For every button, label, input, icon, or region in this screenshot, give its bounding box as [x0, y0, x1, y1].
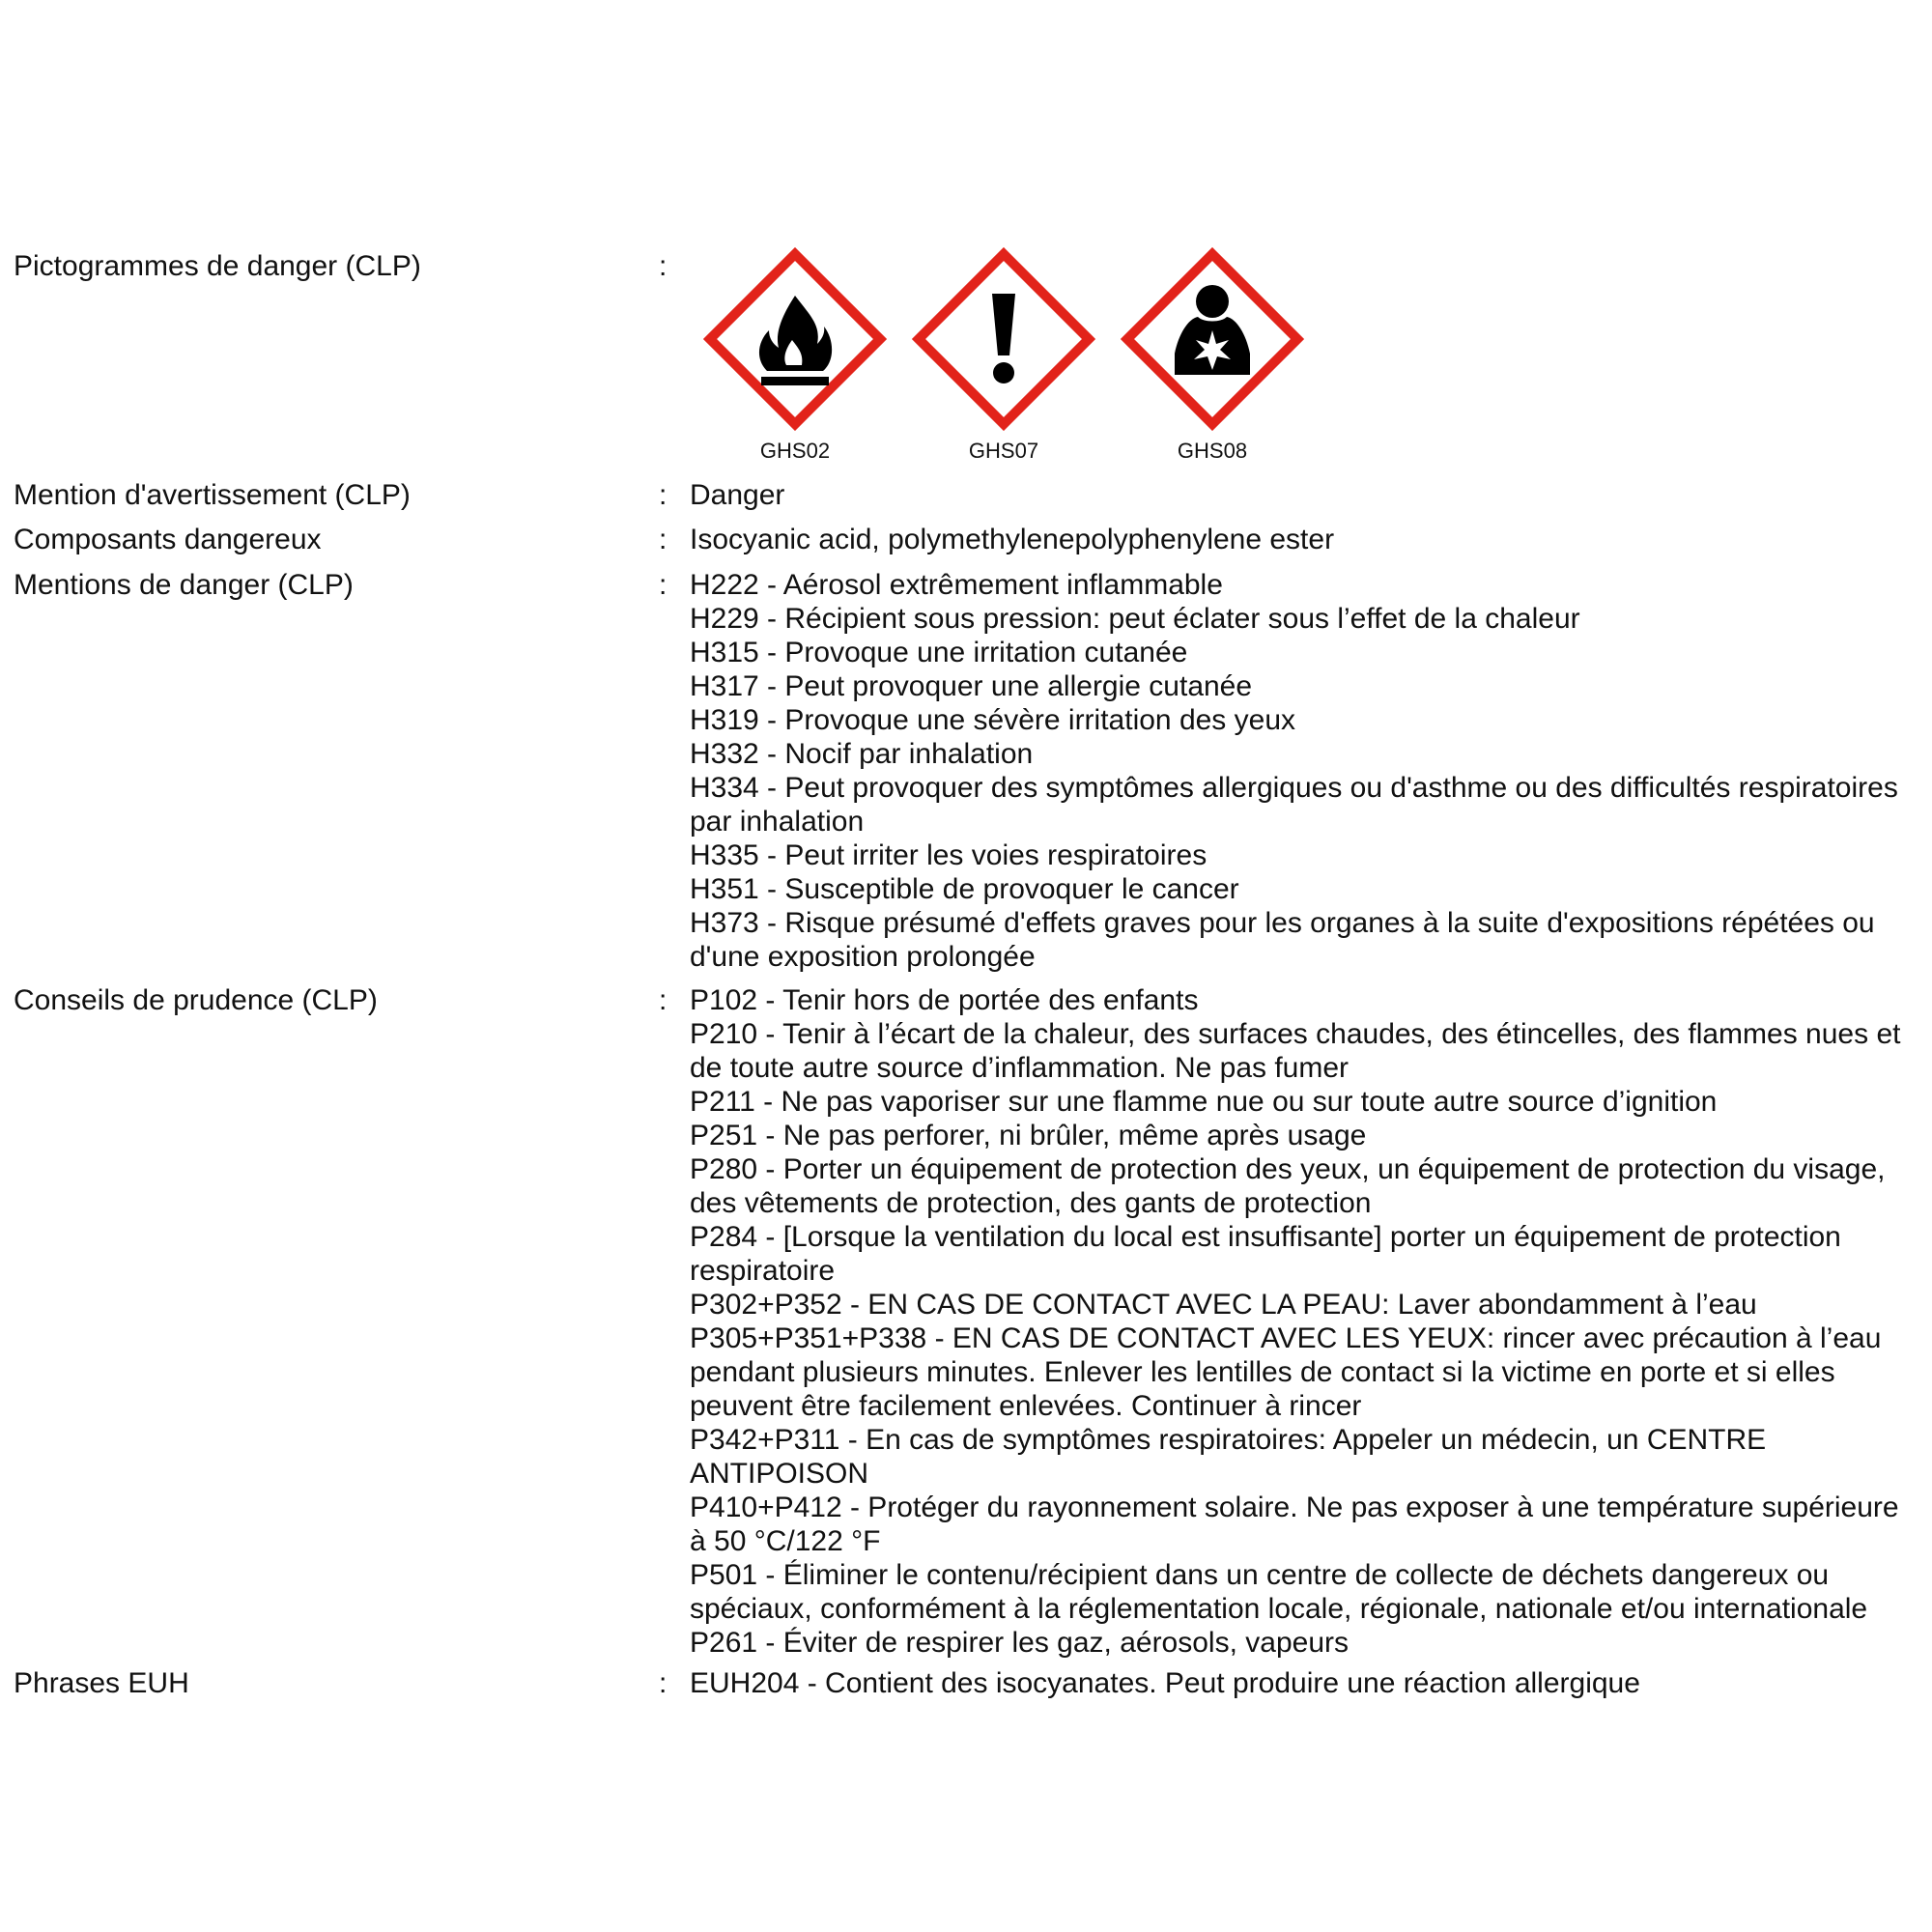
- precautionary-statement: P251 - Ne pas perforer, ni brûler, même après usage: [690, 1120, 1367, 1151]
- euh-phrases-label: Phrases EUH: [14, 1667, 189, 1699]
- precautionary-statement: P342+P311 - En cas de symptômes respiratoires: Appeler un médecin, un CENTRE ANTIPOISON: [690, 1424, 1767, 1490]
- precautionary-statement: P305+P351+P338 - EN CAS DE CONTACT AVEC LES YEUX: rincer avec précaution à l’eau pendant plusieurs minutes. Enlever les lentilles de contact si la victime en porte et si elles peuvent être facilement enlevées. Continuer à rincer: [690, 1322, 1882, 1422]
- hazard-statement: H332 - Nocif par inhalation: [690, 738, 1034, 770]
- precautionary-statement: P102 - Tenir hors de portée des enfants: [690, 984, 1199, 1016]
- hazard-statements-colon: :: [659, 569, 668, 601]
- hazardous-components-value: Isocyanic acid, polymethylenepolyphenylene ester: [690, 524, 1335, 555]
- precautionary-statements-label: Conseils de prudence (CLP): [14, 984, 378, 1016]
- pictograms-label: Pictogrammes de danger (CLP): [14, 250, 421, 282]
- hazard-statement: H373 - Risque présumé d'effets graves pour les organes à la suite d'expositions répétées ou d'une exposition prolongée: [690, 907, 1875, 973]
- hazard-statement: H222 - Aérosol extrêmement inflammable: [690, 569, 1223, 601]
- hazard-statement: H317 - Peut provoquer une allergie cutanée: [690, 670, 1253, 702]
- pictogram-ghs02: [703, 247, 887, 464]
- hazard-statements-label: Mentions de danger (CLP): [14, 569, 354, 601]
- hazard-statement: H351 - Susceptible de provoquer le cancer: [690, 873, 1239, 905]
- signal-word-value: Danger: [690, 479, 785, 511]
- signal-word-colon: :: [659, 479, 668, 511]
- pictogram-code: GHS02: [759, 439, 831, 463]
- precautionary-statement: P284 - [Lorsque la ventilation du local est insuffisante] porter un équipement de protection respiratoire: [690, 1221, 1841, 1287]
- hazard-statement: H335 - Peut irriter les voies respiratoires: [690, 839, 1208, 871]
- pictogram-code: GHS08: [1177, 439, 1248, 463]
- pictogram-code: GHS07: [968, 439, 1039, 463]
- hazard-statements-list: [690, 568, 1918, 974]
- precautionary-statement: P280 - Porter un équipement de protection des yeux, un équipement de protection du visage, des vêtements de protection, des gants de protection: [690, 1153, 1886, 1219]
- precautionary-statement: P211 - Ne pas vaporiser sur une flamme nue ou sur toute autre source d’ignition: [690, 1086, 1718, 1118]
- precautionary-statement: P410+P412 - Protéger du rayonnement solaire. Ne pas exposer à une température supérieure à 50 °C/122 °F: [690, 1492, 1899, 1557]
- hazardous-components-label: Composants dangereux: [14, 524, 322, 555]
- pictogram-ghs07: [912, 247, 1095, 464]
- flame-icon: [703, 247, 887, 431]
- health-hazard-icon: [1121, 247, 1304, 431]
- exclamation-mark-icon: [912, 247, 1095, 431]
- hazard-statement: H229 - Récipient sous pression: peut éclater sous l’effet de la chaleur: [690, 603, 1580, 635]
- precautionary-statements-colon: :: [659, 984, 668, 1016]
- precautionary-statements-list: [690, 983, 1918, 1660]
- hazard-statement: H319 - Provoque une sévère irritation des yeux: [690, 704, 1296, 736]
- hazard-statement: H315 - Provoque une irritation cutanée: [690, 637, 1188, 668]
- precautionary-statement: P261 - Éviter de respirer les gaz, aérosols, vapeurs: [690, 1627, 1349, 1659]
- pictograms-colon: :: [659, 250, 668, 282]
- precautionary-statement: P302+P352 - EN CAS DE CONTACT AVEC LA PEAU: Laver abondamment à l’eau: [690, 1289, 1757, 1321]
- euh-phrases-value: EUH204 - Contient des isocyanates. Peut produire une réaction allergique: [690, 1667, 1640, 1699]
- signal-word-label: Mention d'avertissement (CLP): [14, 479, 411, 511]
- hazardous-components-colon: :: [659, 524, 668, 555]
- precautionary-statement: P501 - Éliminer le contenu/récipient dans un centre de collecte de déchets dangereux ou spéciaux, conformément à la réglementation locale, régionale, nationale et/ou internationale: [690, 1559, 1868, 1625]
- euh-phrases-colon: :: [659, 1667, 668, 1699]
- pictogram-ghs08: [1121, 247, 1304, 464]
- hazard-statement: H334 - Peut provoquer des symptômes allergiques ou d'asthme ou des difficultés respiratoires par inhalation: [690, 772, 1898, 838]
- precautionary-statement: P210 - Tenir à l’écart de la chaleur, des surfaces chaudes, des étincelles, des flammes nues et de toute autre source d’inflammation. Ne pas fumer: [690, 1018, 1901, 1084]
